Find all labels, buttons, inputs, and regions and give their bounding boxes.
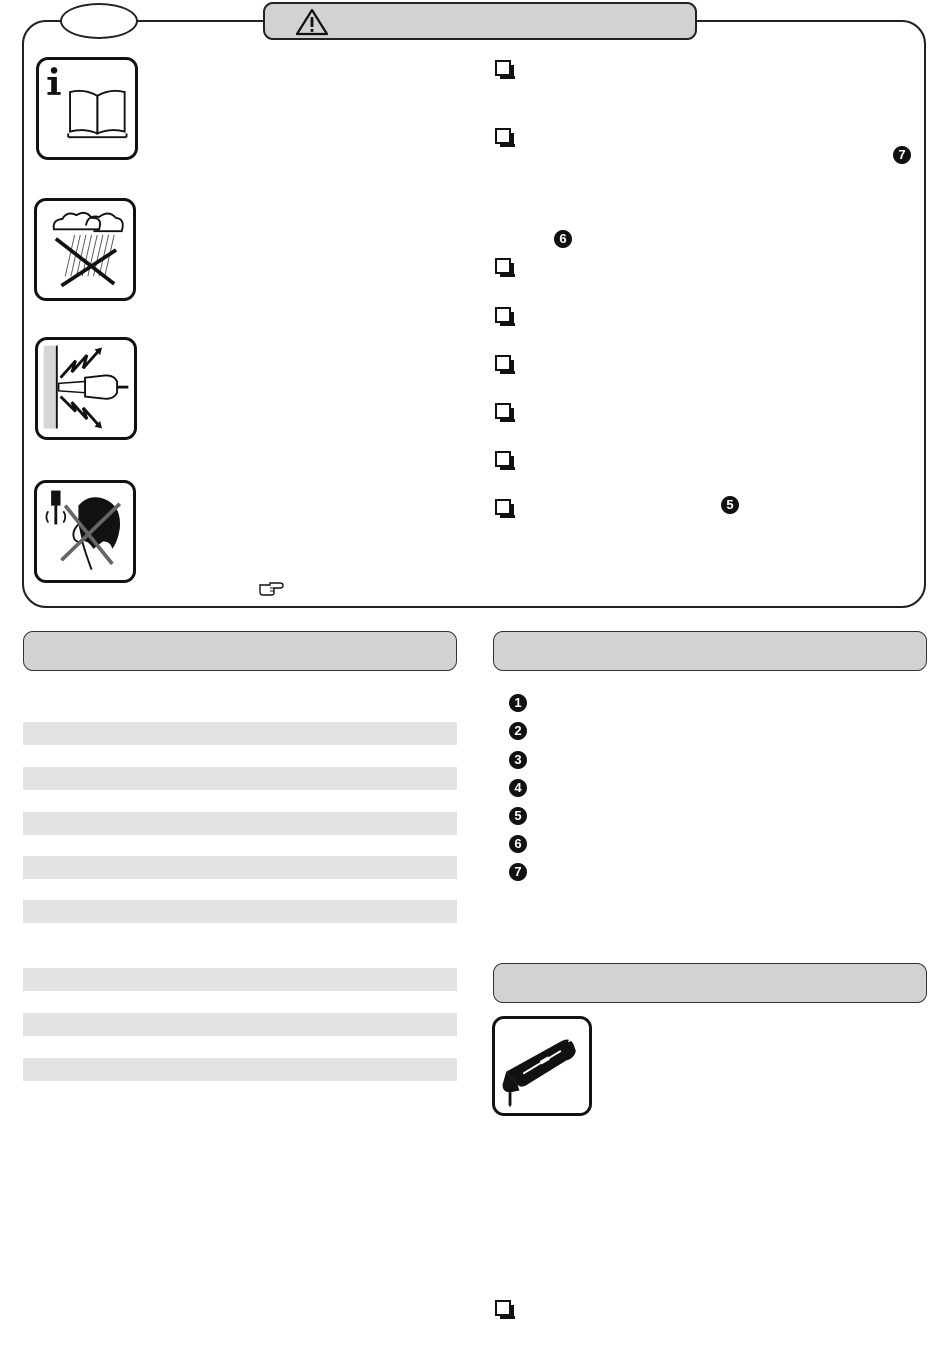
data-table-row: [23, 856, 457, 879]
checklist-checkbox: [495, 128, 511, 144]
components-header: [493, 631, 927, 671]
data-table-row: [23, 900, 457, 923]
data-table-row: [23, 968, 457, 991]
checklist-checkbox: [495, 258, 511, 274]
data-table-row: [23, 1013, 457, 1036]
warning-frame: [22, 20, 926, 608]
technical-data-header: [23, 631, 457, 671]
data-table-row: [23, 1058, 457, 1081]
page-tab-oval: [60, 3, 138, 39]
checklist-checkbox: [495, 60, 511, 76]
checklist-checkbox: [495, 451, 511, 467]
checklist-checkbox: [495, 499, 511, 515]
checklist-checkbox: [495, 355, 511, 371]
checklist-checkbox: [495, 307, 511, 323]
warning-header-bar: [263, 2, 697, 40]
angle-drill-icon: [492, 1016, 592, 1116]
component-number: 2: [509, 722, 527, 740]
component-number: 1: [509, 694, 527, 712]
wear-ear-protection-icon: [34, 480, 136, 583]
warning-triangle-icon: [295, 8, 329, 36]
data-table-row: [23, 722, 457, 745]
ref-number-badge: 5: [721, 496, 739, 514]
hidden-wiring-hazard-icon: [35, 337, 137, 440]
component-number: 5: [509, 807, 527, 825]
data-table-row: [23, 767, 457, 790]
read-manual-icon: [36, 57, 138, 160]
data-table-row: [23, 812, 457, 835]
checklist-checkbox: [495, 1300, 511, 1316]
checklist-checkbox: [495, 403, 511, 419]
ref-number-badge: 6: [554, 230, 572, 248]
ref-number-badge: 7: [893, 146, 911, 164]
use-section-header: [493, 963, 927, 1003]
component-number: 4: [509, 779, 527, 797]
component-number: 7: [509, 863, 527, 881]
component-number: 3: [509, 751, 527, 769]
no-rain-icon: [34, 198, 136, 301]
component-number: 6: [509, 835, 527, 853]
pointing-hand-icon: [258, 580, 284, 596]
